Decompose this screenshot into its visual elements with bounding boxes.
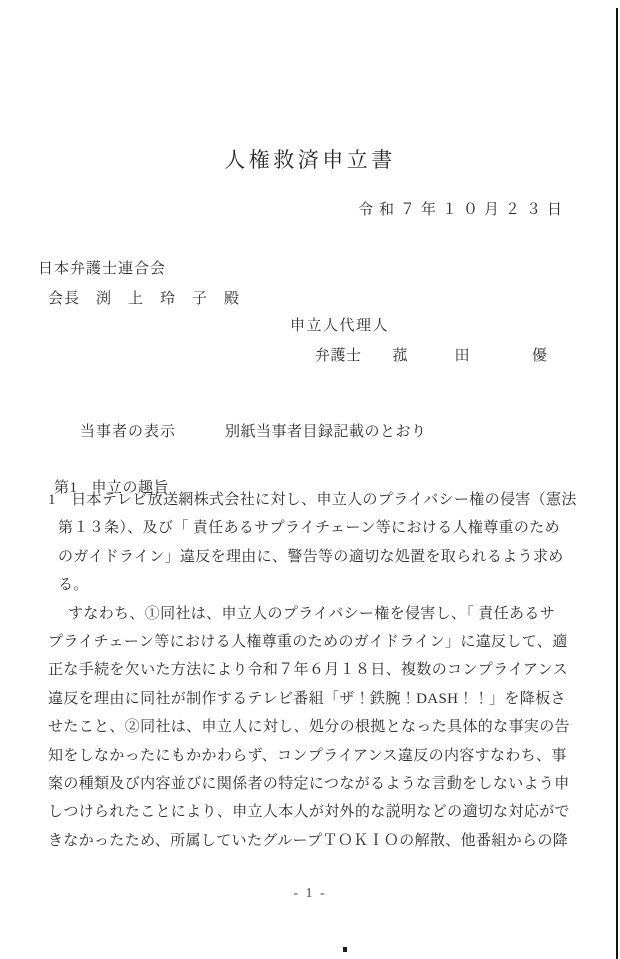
document-date: 令和７年１０月２３日: [357, 202, 568, 218]
body-line: 正な手続を欠いた方法により令和７年６月１８日、複数のコンプライアンス: [48, 662, 568, 679]
body-line: 案の種類及び内容並びに関係者の特定につながるような言動をしないよう申: [48, 775, 570, 792]
body-text-block: [0, 486, 620, 855]
section-title: 申立の趣旨: [91, 480, 170, 496]
parties-label: 当事者の表示: [80, 424, 177, 440]
body-line: 知をしなかったにもかかわらず、コンプライアンス違反の内容すなわち、事: [48, 747, 567, 764]
scan-edge-artifact: [616, 8, 618, 959]
body-line: プライチェーン等における人権尊重のためのガイドライン」に違反して、適: [48, 633, 568, 650]
recipient-addressee: 会長 渕 上 玲 子 殿: [48, 291, 241, 307]
representative-label: 申立人代理人: [290, 318, 390, 334]
body-line: せたこと、②同社は、申立人に対し、処分の根拠となった具体的な事実の告: [48, 719, 570, 736]
body-line: しつけられたことにより、申立人本人が対外的な説明などの適切な対応がで: [48, 804, 570, 821]
section-number: 第1: [54, 480, 78, 496]
body-line: すなわち、①同社は、申立人のプライバシー権を侵害し、「 責任あるサ: [68, 605, 556, 622]
recipient-organization: 日本弁護士連合会: [38, 261, 167, 277]
body-line: のガイドライン」違反を理由に、警告等の適切な処置を取られるよう求め: [58, 548, 564, 565]
representative-name: 弁護士 菰 田 優: [315, 348, 548, 364]
parties-value: 別紙当事者目録記載のとおり: [225, 424, 427, 440]
page-number: - 1 -: [293, 886, 327, 901]
parties-display-line: [65, 403, 427, 458]
body-line: きなかったため、所属していたグループＴＯＫＩＯの解散、他番組からの降: [48, 832, 569, 849]
body-line: る。: [58, 577, 89, 594]
scan-dot-artifact: [343, 947, 347, 952]
document-title: 人権救済申立書: [224, 148, 396, 172]
body-line: 違反を理由に同社が制作するテレビ番組「ザ！鉄腕！DASH！！」を降板さ: [48, 690, 566, 707]
body-line: 第１３条）、及び「 責任あるサプライチェーン等における人権尊重のため: [58, 520, 560, 537]
body-line: 1 日本テレビ放送網株式会社に対し、申立人のプライバシー権の侵害（憲法: [48, 492, 577, 508]
